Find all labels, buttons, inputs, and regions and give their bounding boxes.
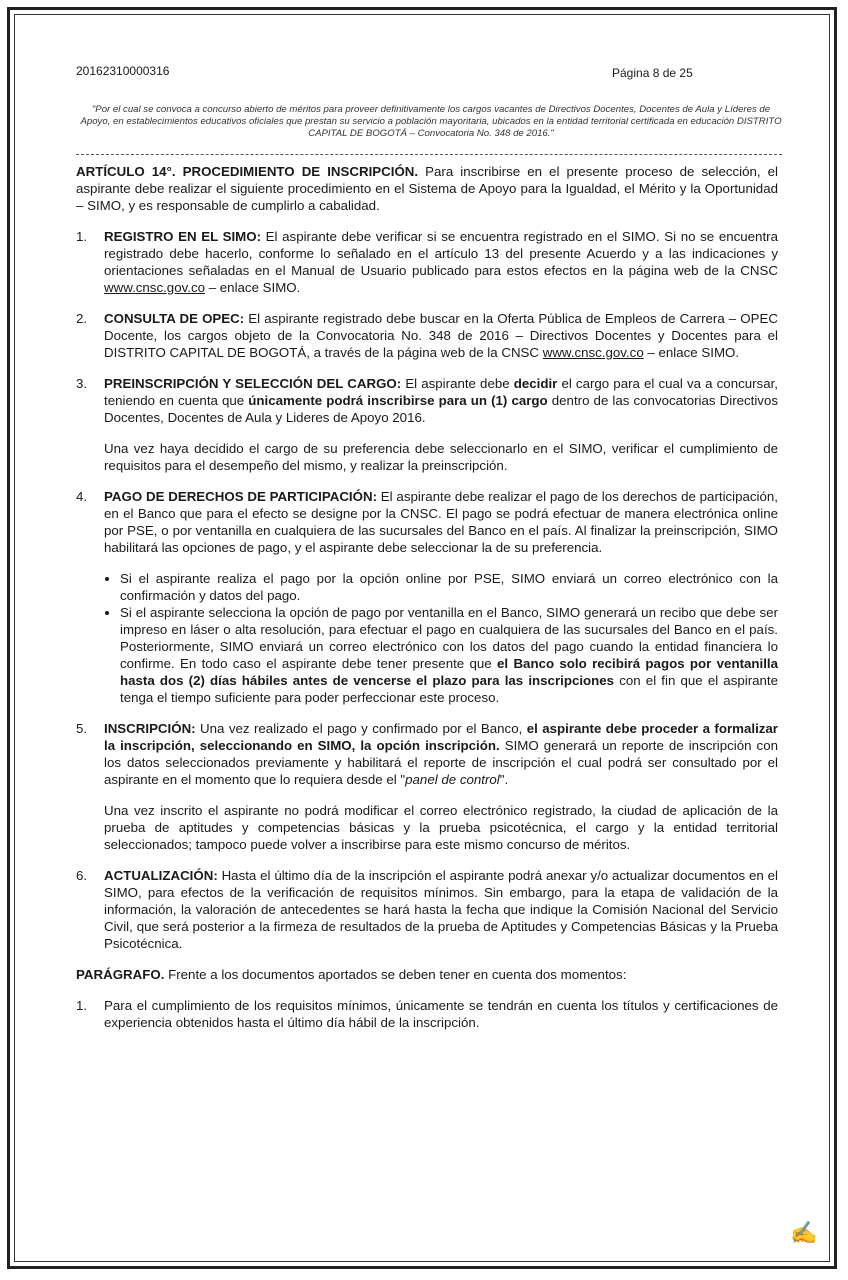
text: Para inscribirse en el presente proceso de selección, el aspirante debe realizar el siguiente procedimiento en el Sistema de Apoyo para la Igualdad, el Mérito y la Oportunidad – SIMO, y es responsable de cumplirlo a cabalidad. <box>76 164 778 213</box>
header-divider <box>76 154 782 155</box>
cnsc-website-link[interactable]: www.cnsc.gov.co <box>542 345 644 360</box>
bold-text: el aspirante debe proceder a formalizar la inscripción, seleccionando en SIMO, la opción inscripción. <box>104 721 778 753</box>
numbered-item <box>76 997 778 1031</box>
bold-text: REGISTRO EN EL SIMO: <box>104 229 262 244</box>
document-number: 20162310000316 <box>76 64 170 78</box>
text: Para el cumplimiento de los requisitos mínimos, únicamente se tendrán en cuenta los títulos y certificaciones de experiencia obtenidos hasta el último día hábil de la inscripción. <box>104 998 778 1030</box>
text: Una vez haya decidido el cargo de su preferencia debe seleccionarlo en el SIMO, verificar el cumplimiento de requisitos para el desempeño del mismo, y realizar la preinscripción. <box>104 441 778 473</box>
numbered-item <box>76 228 778 296</box>
bold-text: PARÁGRAFO. <box>76 967 165 982</box>
resolution-title-quote: "Por el cual se convoca a concurso abierto de méritos para proveer definitivamente los cargos vacantes de Directivos Docentes, Docentes de Aula y Líderes de Apoyo, en establecimientos educativos oficiales que prestan su servicio a población mayoritaria, ubicados en la entidad territorial certificada en educación DISTRITO CAPITAL DE BOGOTÁ – Convocatoria No. 348 de 2016." <box>80 104 782 139</box>
bold-text: INSCRIPCIÓN: <box>104 721 196 736</box>
text: El aspirante debe <box>401 376 514 391</box>
item-number: 6. <box>76 868 88 883</box>
paragraph <box>76 966 778 983</box>
numbered-item <box>76 488 778 556</box>
document-body <box>76 163 778 1031</box>
text: Hasta el último día de la inscripción el aspirante podrá anexar y/o actualizar documentos en el SIMO, para efectos de la verificación de requisitos mínimos. Sin embargo, para la etapa de validación de la información, la valoración de antecedentes se hará hasta la fecha que indique la Comisión Nacional del Servicio Civil, que será posterior a la firmeza de resultados de la prueba de Aptitudes y Competencias Básicas y la Prueba Psicotécnica. <box>104 868 778 951</box>
signature-stamp-icon: ✍ <box>790 1220 818 1245</box>
item-number: 4. <box>76 489 88 504</box>
text: Una vez realizado el pago y confirmado por el Banco, <box>195 721 527 736</box>
text: con el fin que el aspirante tenga el tiempo suficiente para poder perfeccionar este proceso. <box>120 673 779 705</box>
paragraph <box>76 163 778 214</box>
numbered-item <box>76 375 778 426</box>
bullet-item <box>120 604 778 706</box>
item-number: 1. <box>76 229 88 244</box>
bullet-list <box>76 570 778 706</box>
bold-text: ARTÍCULO 14°. PROCEDIMIENTO DE INSCRIPCIÓN. <box>76 164 419 179</box>
numbered-item <box>76 720 778 788</box>
text: Si el aspirante selecciona la opción de pago por ventanilla en el Banco, SIMO generará un recibo que debe ser impreso en láser o alta resolución, para efectuar el pago en cualquiera de las sucursales del Banco en el país. Posteriormente, SIMO enviará un correo electrónico con los datos del pago cuando la entidad financiera lo confirme. En todo caso el aspirante debe tener presente que <box>120 605 778 671</box>
page-number: Página 8 de 25 <box>612 66 693 80</box>
text: el cargo para el cual va a concursar, teniendo en cuenta que <box>104 376 778 408</box>
text: El aspirante debe verificar si se encuentra registrado en el SIMO. Si no se encuentra registrado debe hacerlo, conforme lo señalado en el artículo 13 del presente Acuerdo y a las indicaciones y orientaciones señaladas en el Manual de Usuario publicado para estos efectos en la página web de la CNSC <box>104 229 778 278</box>
bold-text: CONSULTA DE OPEC: <box>104 311 245 326</box>
italic-text: panel de control <box>405 772 500 787</box>
text: El aspirante debe realizar el pago de los derechos de participación, en el Banco que para el efecto se designe por la CNSC. El pago se podrá efectuar de manera electrónica online por PSE, o por ventanilla en cualquiera de las sucursales del Banco en el país. Al finalizar la preinscripción, SIMO habilitará las opciones de pago, y el aspirante debe seleccionar la de su preferencia. <box>104 489 778 555</box>
text: Frente a los documentos aportados se deben tener en cuenta dos momentos: <box>164 967 627 982</box>
bold-text: PREINSCRIPCIÓN Y SELECCIÓN DEL CARGO: <box>104 376 402 391</box>
text: Una vez inscrito el aspirante no podrá modificar el correo electrónico registrado, la ciudad de aplicación de la prueba de aptitudes y competencias básicas y la prueba psicotécnica, el cargo y la entidad territorial seleccionados; tampoco puede volver a inscribirse para este mismo concurso de méritos. <box>104 803 778 852</box>
bold-text: el Banco solo recibirá pagos por ventanilla hasta dos (2) días hábiles antes de vencerse el plazo para las inscripciones <box>120 656 778 688</box>
cnsc-website-link[interactable]: www.cnsc.gov.co <box>104 280 205 295</box>
item-number: 1. <box>76 998 88 1013</box>
text: – enlace SIMO. <box>643 345 740 360</box>
text: SIMO generará un reporte de inscripción con los datos seleccionados previamente y habilitará el reporte de inscripción el cual podrá ser consultado por el aspirante en el momento que lo requiera desde el " <box>104 738 778 787</box>
text: Si el aspirante realiza el pago por la opción online por PSE, SIMO enviará un correo electrónico con la confirmación y datos del pago. <box>120 571 778 603</box>
paragraph <box>76 802 778 853</box>
paragraph <box>76 440 778 474</box>
bold-text: únicamente podrá inscribirse para un (1) cargo <box>248 393 548 408</box>
bold-text: ACTUALIZACIÓN: <box>104 868 218 883</box>
text: – enlace SIMO. <box>205 280 301 295</box>
item-number: 5. <box>76 721 88 736</box>
bold-text: decidir <box>513 376 558 391</box>
bold-text: PAGO DE DERECHOS DE PARTICIPACIÓN: <box>104 489 378 504</box>
bullet-item <box>120 570 778 604</box>
text: ". <box>499 772 509 787</box>
item-number: 3. <box>76 376 88 391</box>
text: dentro de las convocatorias Directivos Docentes, Docentes de Aula y Lideres de Apoyo 2016. <box>104 393 779 425</box>
numbered-item <box>76 310 778 361</box>
numbered-item <box>76 867 778 952</box>
text: El aspirante registrado debe buscar en la Oferta Pública de Empleos de Carrera – OPEC Docente, los cargos objeto de la Convocatoria No. 348 de 2016 – Directivos Docentes y Docentes para el DISTRITO CAPITAL DE BOGOTÁ, a través de la página web de la CNSC <box>104 311 778 360</box>
item-number: 2. <box>76 311 88 326</box>
